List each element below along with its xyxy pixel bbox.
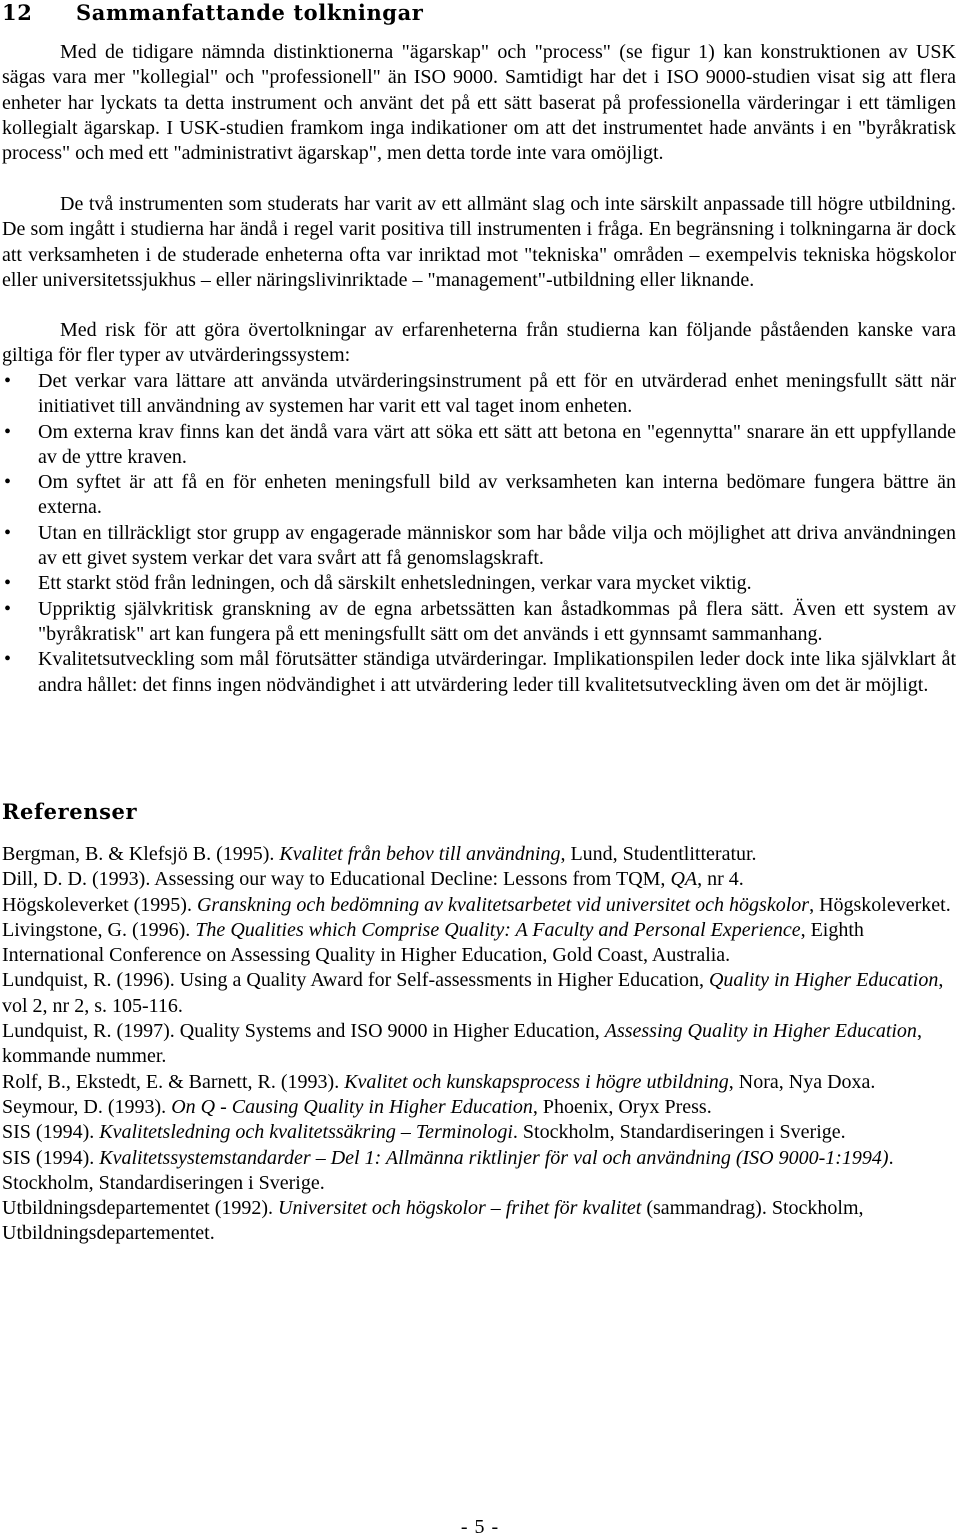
section-number: 12 — [2, 0, 33, 25]
reference-text: Utbildningsdepartementet (1992). — [2, 1197, 279, 1220]
bullet-item — [2, 521, 956, 572]
reference-title: Universitet och högskolor – frihet för kvalitet — [278, 1197, 642, 1220]
reference-title: Quality in Higher Education — [708, 969, 939, 992]
reference-item — [2, 968, 958, 1019]
reference-item — [2, 1070, 958, 1095]
reference-item — [2, 918, 958, 969]
reference-title: Kvalitet från behov till användning — [279, 843, 561, 865]
bullet-marker: • — [4, 648, 12, 671]
bullet-item — [2, 647, 956, 698]
reference-item — [2, 1196, 958, 1247]
reference-list — [2, 842, 958, 1247]
paragraph-1: Med de tidigare nämnda distinktionerna "ägarskap" och "process" (se figur 1) kan konstruktionen av USK sägas vara mer "kollegial" och "professionell" än ISO 9000. Samtidigt har det i ISO 9000-studien visat sig att flera enheter har lyckats ta detta instrument och använt det på ett sätt baserat på professionella värderingar i ett tämligen kollegialt ägarskap. I USK-studien framkom inga indikationer om att det instrumentet hade använts i en "byråkratisk process" och med ett "administrativt ägarskap", men detta torde inte vara omöjligt. — [2, 41, 956, 165]
reference-text: Lundquist, R. (1996). Using a Quality Award for Self-assessments in Higher Education, — [2, 969, 709, 992]
bullet-marker: • — [4, 370, 12, 392]
reference-title: QA — [670, 868, 698, 891]
bullet-marker: • — [4, 521, 12, 544]
bullet-item — [2, 369, 956, 420]
reference-item — [2, 867, 958, 892]
bullet-marker: • — [4, 471, 12, 494]
reference-title: Assessing Quality in Higher Education — [604, 1020, 917, 1043]
reference-item — [2, 1095, 958, 1120]
bullet-marker: • — [4, 572, 12, 595]
bullet-list — [2, 369, 956, 698]
reference-title: Granskning och bedömning av kvalitetsarbetet vid universitet och högskolor — [196, 893, 810, 916]
reference-text: , Lund, Studentlitteratur. — [560, 843, 757, 865]
reference-item — [2, 1019, 958, 1070]
reference-text: , Nora, Nya Doxa. — [728, 1070, 876, 1093]
reference-text: , kommande nummer. — [2, 1020, 922, 1068]
bullet-item — [2, 597, 956, 648]
reference-text: . Stockholm, Standardiseringen i Sverige. — [512, 1121, 846, 1144]
section-title: Sammanfattande tolkningar — [76, 0, 424, 25]
reference-text: SIS (1994). — [2, 1121, 100, 1144]
bullet-text: Om externa krav finns kan det ändå vara värt att söka ett sätt att betona en "egennytta" snarare än ett uppfyllande av de yttre kraven. — [38, 420, 956, 468]
bullet-item — [2, 470, 956, 521]
bullet-text: Uppriktig självkritisk granskning av de egna arbetssätten kan åstadkommas på flera sätt. Även ett system av "byråkratisk" art kan fungera på ett meningsfullt sätt om det används i ett gynnsamt sammanhang. — [38, 597, 956, 645]
bullet-text: Utan en tillräckligt stor grupp av engagerade människor som har både vilja och möjlighet att driva användningen av ett givet system verkar det vara svårt att få genomslagskraft. — [38, 521, 956, 570]
reference-title: Kvalitet och kunskapsprocess i högre utbildning — [344, 1070, 729, 1093]
reference-text: Bergman, B. & Klefsjö B. (1995). — [2, 843, 280, 865]
reference-text: Högskoleverket (1995). — [2, 893, 197, 916]
reference-text: , vol 2, nr 2, s. 105-116. — [2, 969, 944, 1017]
reference-item — [2, 1146, 958, 1197]
reference-text: Dill, D. D. (1993). Assessing our way to Educational Decline: Lessons from TQM, — [2, 868, 671, 891]
section-heading — [2, 0, 423, 25]
reference-item — [2, 842, 958, 867]
reference-title: Kvalitetssystemstandarder – Del 1: Allmänna riktlinjer för val och användning (ISO 9000-1:1994) — [99, 1146, 889, 1169]
reference-text: , Högskoleverket. — [809, 893, 951, 916]
reference-text: . Stockholm, Standardiseringen i Sverige. — [2, 1146, 894, 1194]
reference-text: Seymour, D. (1993). — [2, 1095, 172, 1118]
bullet-text: Ett starkt stöd från ledningen, och då särskilt enhetsledningen, verkar vara mycket viktig. — [38, 572, 752, 595]
paragraph-2: De två instrumenten som studerats har varit av ett allmänt slag och inte särskilt anpassade till högre utbildning. De som ingått i studierna har ändå i regel varit positiva till instrumenten i fråga. En begränsning i tolkningarna är dock att verksamheten i de studerade enheterna ofta var inriktad mot "tekniska" områden – exempelvis tekniska högskolor eller universitetssjukhus – eller näringslivinriktade – "management"-utbildning eller liknande. — [2, 193, 956, 291]
bullet-item — [2, 420, 956, 471]
bullet-text: Kvalitetsutveckling som mål förutsätter ständiga utvärderingar. Implikationspilen leder dock inte lika självklart åt andra hållet: det finns ingen nödvändighet i att utvärdering leder till kvalitetsutveckling även om det är möjligt. — [38, 648, 956, 696]
reference-text: Rolf, B., Ekstedt, E. & Barnett, R. (1993). — [2, 1070, 345, 1093]
reference-text: (sammandrag). Stockholm, Utbildningsdepartementet. — [2, 1197, 864, 1245]
reference-title: The Qualities which Comprise Quality: A Faculty and Personal Experience — [195, 918, 801, 941]
reference-text: , nr 4. — [697, 868, 744, 891]
reference-title: Kvalitetsledning och kvalitetssäkring – Terminologi — [99, 1121, 513, 1144]
references-heading: Referenser — [2, 799, 138, 824]
bullet-text: Om syftet är att få en för enheten meningsfull bild av verksamheten kan interna bedömare fungera bättre än externa. — [38, 471, 956, 519]
reference-text: Lundquist, R. (1997). Quality Systems and ISO 9000 in Higher Education, — [2, 1020, 605, 1043]
reference-item — [2, 893, 958, 918]
bullet-item — [2, 571, 956, 596]
bullet-marker: • — [4, 420, 12, 443]
bullet-text: Det verkar vara lättare att använda utvärderingsinstrument på ett för en utvärderad enhet meningsfullt sätt när initiativet till användning av systemen har varit ett val taget inom enheten. — [38, 370, 956, 418]
reference-text: SIS (1994). — [2, 1146, 100, 1169]
reference-title: On Q - Causing Quality in Higher Education — [171, 1095, 533, 1118]
paragraph-3: Med risk för att göra övertolkningar av erfarenheterna från studierna kan följande påståenden kanske vara giltiga för fler typer av utvärderingssystem: — [2, 319, 956, 367]
reference-item — [2, 1120, 958, 1145]
bullet-marker: • — [4, 597, 12, 620]
reference-text: , Phoenix, Oryx Press. — [532, 1095, 712, 1118]
reference-text: Livingstone, G. (1996). — [2, 918, 196, 941]
page-number: - 5 - — [460, 1516, 500, 1538]
reference-text: , Eighth International Conference on Assessing Quality in Higher Education, Gold Coast, Australia. — [2, 918, 864, 967]
